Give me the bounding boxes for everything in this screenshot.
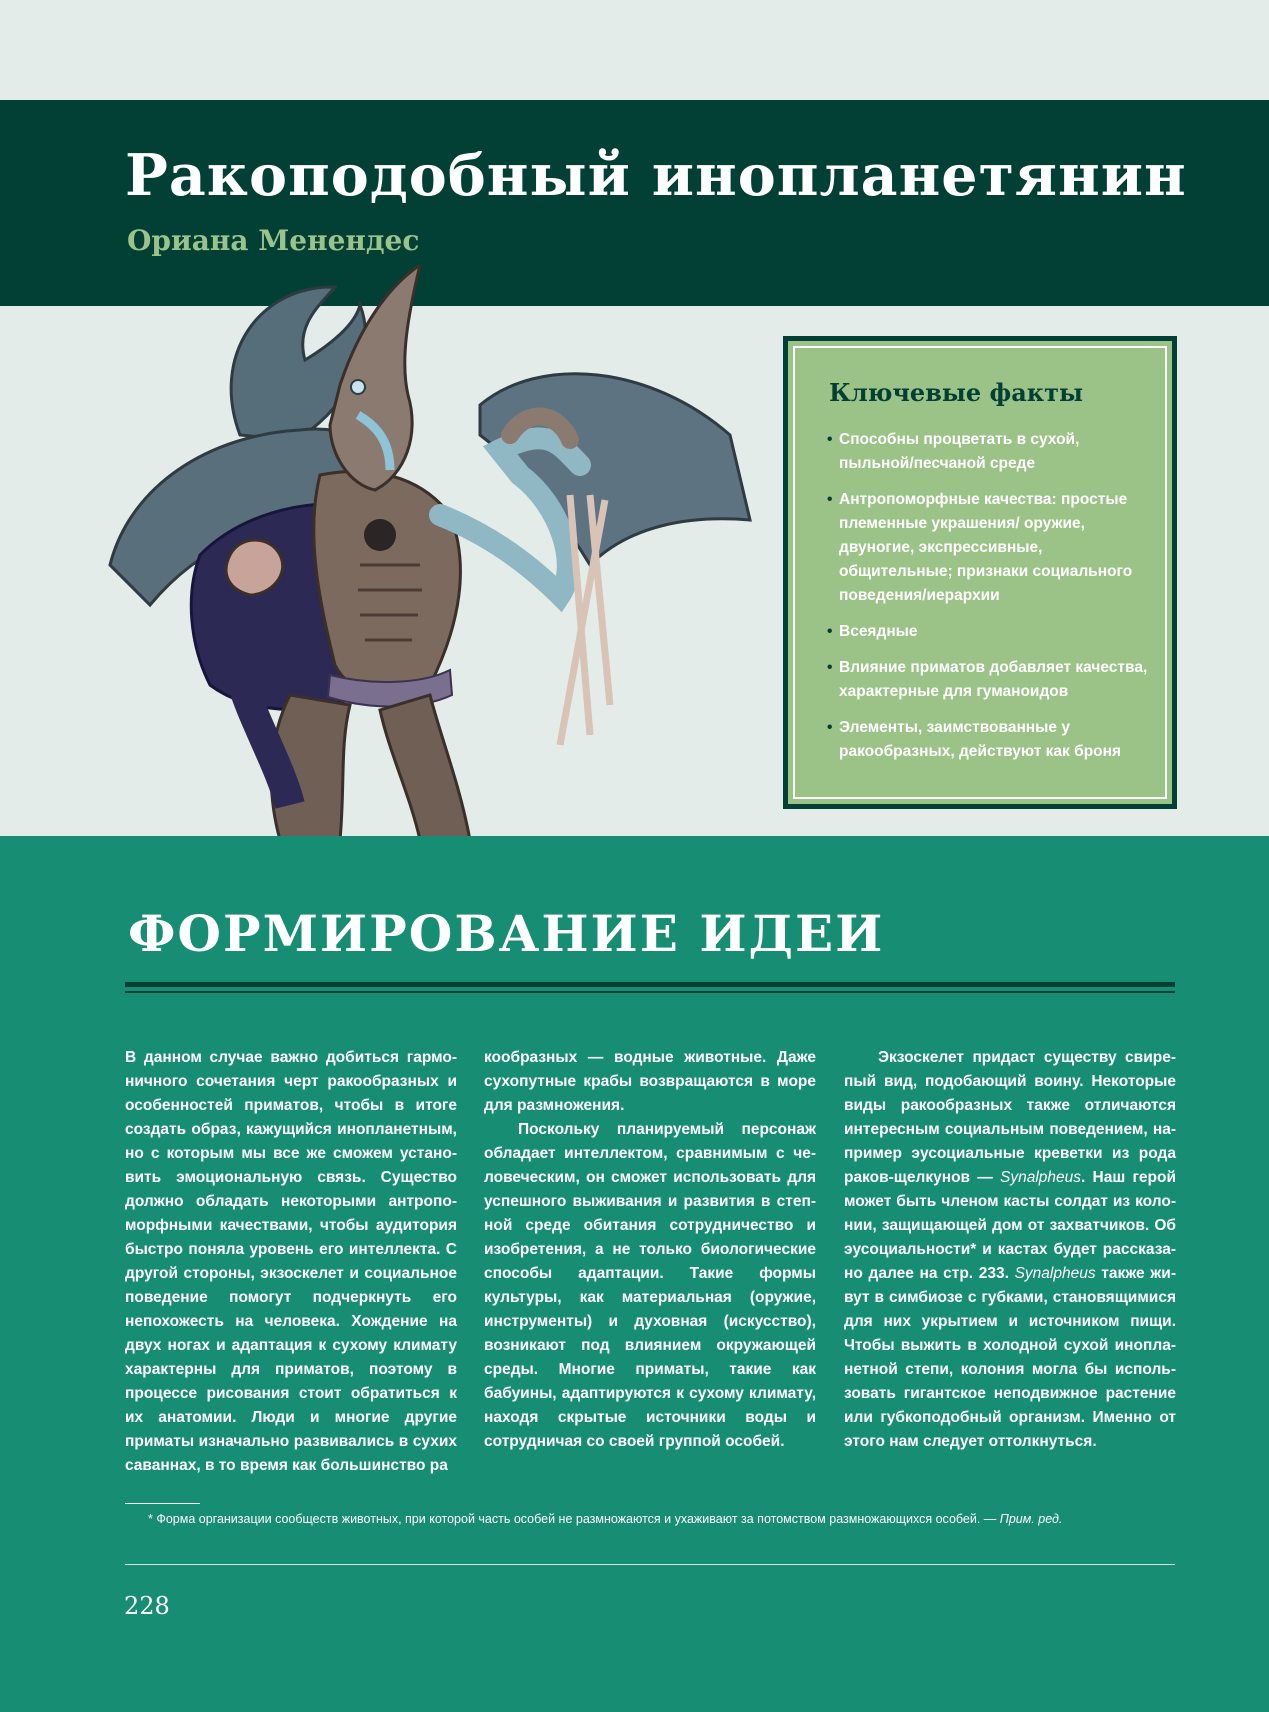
footnote-text: * Форма организации сообществ животных, при которой часть особей не размножаются и ухаживают за потомством размножающихся особей. — [148,1512,1000,1526]
footnote [148,1512,1188,1526]
page-reference: стр. 233. [943,1265,1009,1282]
page-footer-rule [125,1564,1175,1565]
fact-item: • Элементы, заимствованные у ракообразных, действуют как броня [827,716,1157,764]
page-number: 228 [124,1592,170,1620]
text-run: Экзоскелет придаст существу свирепый вид, подобающий воину. Некоторые виды ракообразных также отличаются интересным социальным поведением, например эусоциальные креветки из рода раков-щелкунов — [844,1049,1176,1186]
genus-name: Synalpheus [999,1169,1081,1186]
genus-name: Synalpheus [1014,1265,1096,1282]
paragraph: Поскольку планируемый персонаж обладает интеллектом, сравнимым с человеческим, он сможет использовать для успешного выживания и развития в степной среде обитания сотрудничество и изобретения, а не только биологические способы адаптации. Такие формы культуры, как материальная (оружие, инструменты) и духовная (искусство), возникают под влиянием окружающей среды. Многие приматы, такие как бабуины, адаптируются к сухому климату, находя скрытые источники воды и сотрудничая со своей группой особей. [484,1121,816,1450]
head-shape [330,265,420,490]
paragraph [844,1046,1176,1454]
text-column-3 [844,1046,1176,1454]
key-facts-list [827,428,1157,776]
paragraph: кообразных — водные животные. Даже сухопутные крабы возвращаются в море для размножения. [484,1049,816,1114]
fact-item: • Способны процветать в сухой, пыльной/песчаной среде [827,428,1157,476]
text-run: . Наш герой может быть членом касты солдат из колонии, защищающей дом от захватчиков. Об эусоциальности* и кастах будет рассказано далее на [844,1169,1176,1282]
section-title: ФОРМИРОВАНИЕ ИДЕИ [128,904,885,963]
text-column-1 [125,1046,457,1478]
legs-shape [271,695,470,840]
left-hand-shape [226,540,283,595]
key-facts-box [783,336,1177,809]
fact-item: • Влияние приматов добавляет качества, характерные для гуманоидов [827,656,1157,704]
editor-note: Прим. ред. [999,1512,1063,1526]
text-column-2 [484,1046,816,1454]
section-rule-thick [125,982,1175,987]
main-section [0,836,1269,1712]
chapter-title: Ракоподобный инопланетянин [125,142,1187,209]
text-run: также живут в симбиозе с губками, становящимися для них укрытием и источником пищи. Чтобы выжить в холодной сухой инопланетной степи, колония могла бы использовать гигантское неподвижное растение или губкоподобный организм. Именно от этого нам следует оттолкнуться. [844,1265,1176,1450]
top-margin [0,0,1269,100]
author-name: Ориана Менендес [127,224,420,257]
section-rule-thin [125,991,1175,993]
key-facts-title: Ключевые факты [829,378,1084,407]
key-facts-frame [793,346,1167,799]
fact-item: • Антропоморфные качества: простые племенные украшения/ оружие, двуногие, экспрессивные, общительные; признаки социального поведения/иерархии [827,488,1157,608]
paragraph: В данном случае важно добиться гармоничного сочетания черт ракообразных и особенностей приматов, чтобы в итоге создать образ, кажущийся инопланетным, но с которым мы все же сможем установить эмоциональную связь. Существо должно обладать некоторыми антропоморфными качествами, чтобы аудитория быстро поняла уровень его интеллекта. С другой стороны, экзоскелет и социальное поведение помогут подчеркнуть его непохожесть на человека. Хождение на двух ногах и адаптация к сухому климату характерны для приматов, поэтому в процессе рисования стоит обратиться к их анатомии. Люди и многие другие приматы изначально развивались в сухих саваннах, в то время как большинство ра [125,1049,457,1474]
fact-item: • Всеядные [827,620,1157,644]
footnote-rule [125,1503,200,1504]
crab-alien-illustration [90,265,790,840]
